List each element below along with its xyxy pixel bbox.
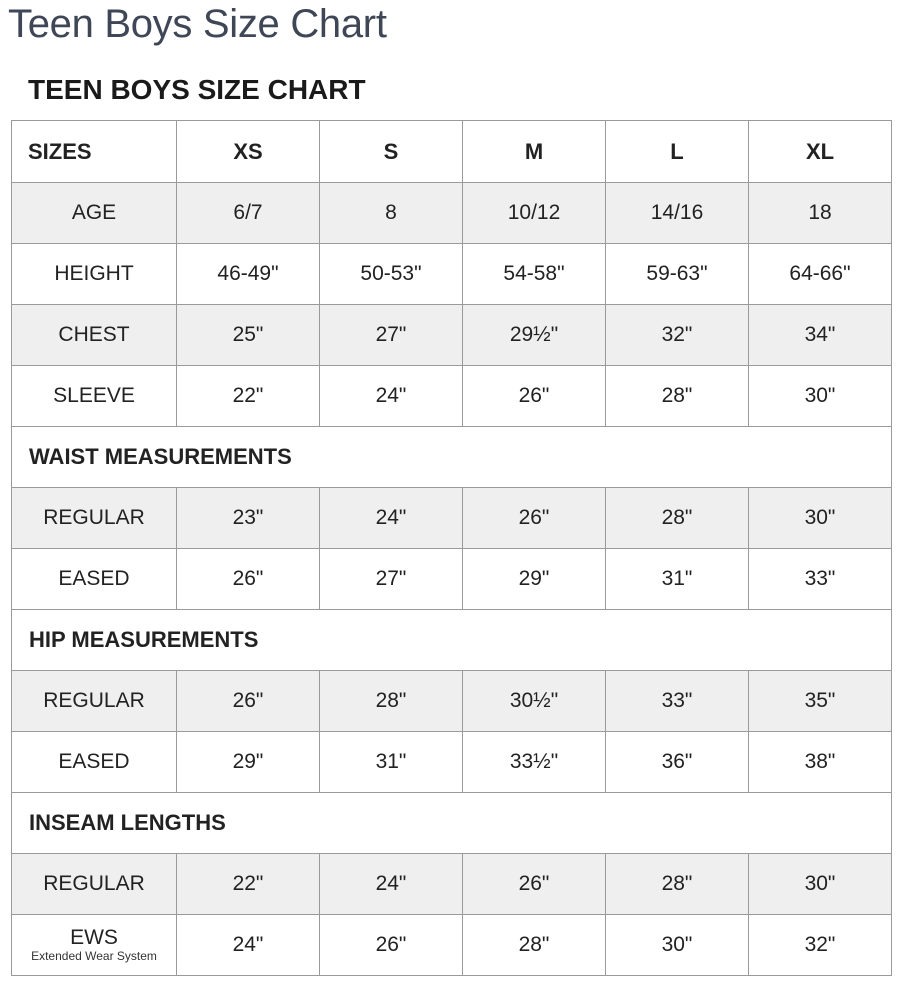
- page-title: Teen Boys Size Chart: [8, 2, 387, 46]
- cell-value: 23": [177, 488, 320, 549]
- cell-value: 24": [320, 366, 463, 427]
- section-waist: [12, 427, 892, 488]
- cell-value: 36": [606, 732, 749, 793]
- cell-value: 33": [606, 671, 749, 732]
- cell-value: 18: [749, 183, 892, 244]
- cell-value: 26": [463, 854, 606, 915]
- cell-value: 30": [749, 488, 892, 549]
- row-waist-eased: [12, 549, 892, 610]
- cell-value: 64-66": [749, 244, 892, 305]
- row-label: CHEST: [12, 305, 177, 366]
- cell-value: 28": [606, 488, 749, 549]
- row-inseam-ews: [12, 915, 892, 976]
- cell-value: 29": [177, 732, 320, 793]
- cell-value: 26": [177, 549, 320, 610]
- header-cell-l: L: [606, 121, 749, 183]
- section-hip: [12, 610, 892, 671]
- cell-value: 25": [177, 305, 320, 366]
- row-label: EASED: [12, 732, 177, 793]
- header-cell-xl: XL: [749, 121, 892, 183]
- cell-value: 59-63": [606, 244, 749, 305]
- row-label: AGE: [12, 183, 177, 244]
- row-label-ews: [12, 915, 177, 976]
- cell-value: 32": [606, 305, 749, 366]
- cell-value: 26": [463, 488, 606, 549]
- header-cell-xs: XS: [177, 121, 320, 183]
- row-label: SLEEVE: [12, 366, 177, 427]
- cell-value: 24": [320, 488, 463, 549]
- header-row: [12, 121, 892, 183]
- row-label: EASED: [12, 549, 177, 610]
- cell-value: 38": [749, 732, 892, 793]
- cell-value: 22": [177, 366, 320, 427]
- row-label: REGULAR: [12, 671, 177, 732]
- cell-value: 29½": [463, 305, 606, 366]
- cell-value: 46-49": [177, 244, 320, 305]
- cell-value: 26": [320, 915, 463, 976]
- section-inseam: [12, 793, 892, 854]
- row-label: HEIGHT: [12, 244, 177, 305]
- row-age: [12, 183, 892, 244]
- header-cell-s: S: [320, 121, 463, 183]
- cell-value: 32": [749, 915, 892, 976]
- cell-value: 31": [606, 549, 749, 610]
- cell-value: 33½": [463, 732, 606, 793]
- cell-value: 24": [320, 854, 463, 915]
- size-chart-table: [11, 120, 892, 976]
- section-title: HIP MEASUREMENTS: [12, 610, 892, 671]
- row-hip-eased: [12, 732, 892, 793]
- cell-value: 28": [320, 671, 463, 732]
- cell-value: 28": [606, 854, 749, 915]
- cell-value: 14/16: [606, 183, 749, 244]
- cell-value: 6/7: [177, 183, 320, 244]
- cell-value: 26": [463, 366, 606, 427]
- cell-value: 24": [177, 915, 320, 976]
- section-title: WAIST MEASUREMENTS: [12, 427, 892, 488]
- row-height: [12, 244, 892, 305]
- row-hip-regular: [12, 671, 892, 732]
- cell-value: 30½": [463, 671, 606, 732]
- cell-value: 10/12: [463, 183, 606, 244]
- row-label: EWS: [70, 926, 118, 949]
- cell-value: 30": [606, 915, 749, 976]
- cell-value: 30": [749, 366, 892, 427]
- chart-heading: TEEN BOYS SIZE CHART: [28, 74, 366, 105]
- row-label: REGULAR: [12, 854, 177, 915]
- cell-value: 30": [749, 854, 892, 915]
- row-chest: [12, 305, 892, 366]
- section-title: INSEAM LENGTHS: [12, 793, 892, 854]
- header-cell-m: M: [463, 121, 606, 183]
- row-label: REGULAR: [12, 488, 177, 549]
- row-sublabel: Extended Wear System: [31, 949, 157, 963]
- cell-value: 33": [749, 549, 892, 610]
- row-inseam-regular: [12, 854, 892, 915]
- cell-value: 27": [320, 305, 463, 366]
- cell-value: 27": [320, 549, 463, 610]
- cell-value: 28": [463, 915, 606, 976]
- cell-value: 26": [177, 671, 320, 732]
- cell-value: 29": [463, 549, 606, 610]
- cell-value: 8: [320, 183, 463, 244]
- cell-value: 34": [749, 305, 892, 366]
- cell-value: 31": [320, 732, 463, 793]
- row-sleeve: [12, 366, 892, 427]
- cell-value: 28": [606, 366, 749, 427]
- header-cell-sizes: SIZES: [12, 121, 177, 183]
- cell-value: 22": [177, 854, 320, 915]
- cell-value: 35": [749, 671, 892, 732]
- cell-value: 54-58": [463, 244, 606, 305]
- row-waist-regular: [12, 488, 892, 549]
- cell-value: 50-53": [320, 244, 463, 305]
